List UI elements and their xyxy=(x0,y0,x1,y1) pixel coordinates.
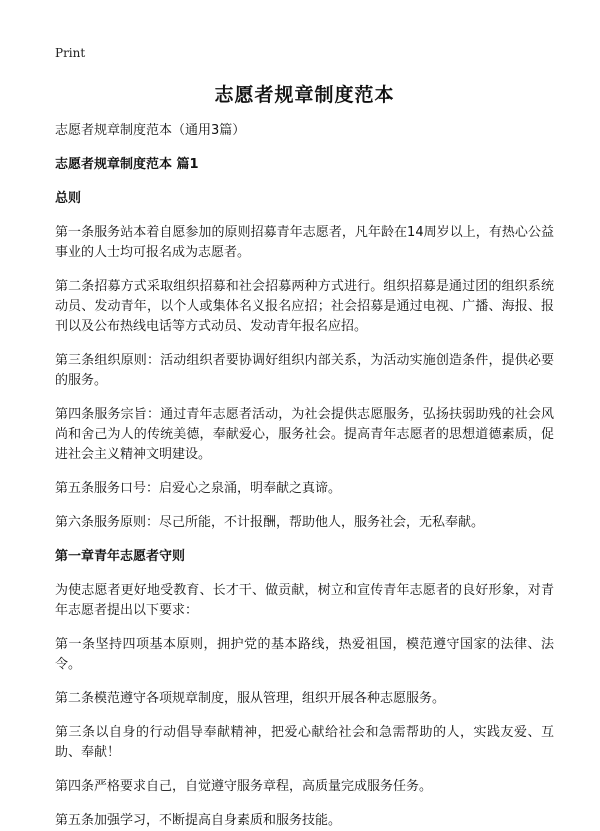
article-paragraph: 第五条服务口号：启爱心之泉涌，明奉献之真谛。 xyxy=(55,481,342,496)
chapter-paragraph: 第五条加强学习，不断提高自身素质和服务技能。 xyxy=(55,813,342,828)
chapter-paragraph: 为使志愿者更好地受教育、长才干、做贡献，树立和宣传青年志愿者的良好形象，对青年志愿者提出以下要求： xyxy=(55,583,554,618)
section-heading: 志愿者规章制度范本 篇1 xyxy=(55,157,199,172)
chapter-paragraph: 第一条坚持四项基本原则，拥护党的基本路线，热爱祖国，模范遵守国家的法律、法令。 xyxy=(55,637,554,672)
article-paragraph: 第一条服务站本着自愿参加的原则招募青年志愿者，凡年龄在14周岁以上，有热心公益事业的人士均可报名成为志愿者。 xyxy=(55,225,554,260)
article-paragraph: 第三条组织原则：活动组织者要协调好组织内部关系，为活动实施创造条件，提供必要的服务。 xyxy=(55,353,554,388)
chapter-paragraph: 第三条以自身的行动倡导奉献精神，把爱心献给社会和急需帮助的人，实践友爱、互助、奉献！ xyxy=(55,725,554,760)
page-title: 志愿者规章制度范本 xyxy=(214,84,395,106)
print-label[interactable]: Print xyxy=(55,46,86,60)
general-heading: 总则 xyxy=(55,191,82,206)
article-paragraph: 第四条服务宗旨：通过青年志愿者活动，为社会提供志愿服务，弘扬扶弱助残的社会风尚和舍己为人的传统美德，奉献爱心，服务社会。提高青年志愿者的思想道德素质，促进社会主义精神文明建设。 xyxy=(55,407,554,462)
chapter-heading: 第一章青年志愿者守则 xyxy=(55,549,186,564)
chapter-paragraph: 第二条模范遵守各项规章制度，服从管理，组织开展各种志愿服务。 xyxy=(55,691,446,706)
chapter-paragraph: 第四条严格要求自己，自觉遵守服务章程，高质量完成服务任务。 xyxy=(55,779,433,794)
document-subtitle: 志愿者规章制度范本（通用3篇） xyxy=(55,123,246,138)
article-paragraph: 第二条招募方式采取组织招募和社会招募两种方式进行。组织招募是通过团的组织系统动员、发动青年，以个人或集体名义报名应招；社会招募是通过电视、广播、海报、报刊以及公布热线电话等方式动员、发动青年报名应招。 xyxy=(55,279,554,334)
article-paragraph: 第六条服务原则：尽己所能，不计报酬，帮助他人，服务社会，无私奉献。 xyxy=(55,515,485,530)
